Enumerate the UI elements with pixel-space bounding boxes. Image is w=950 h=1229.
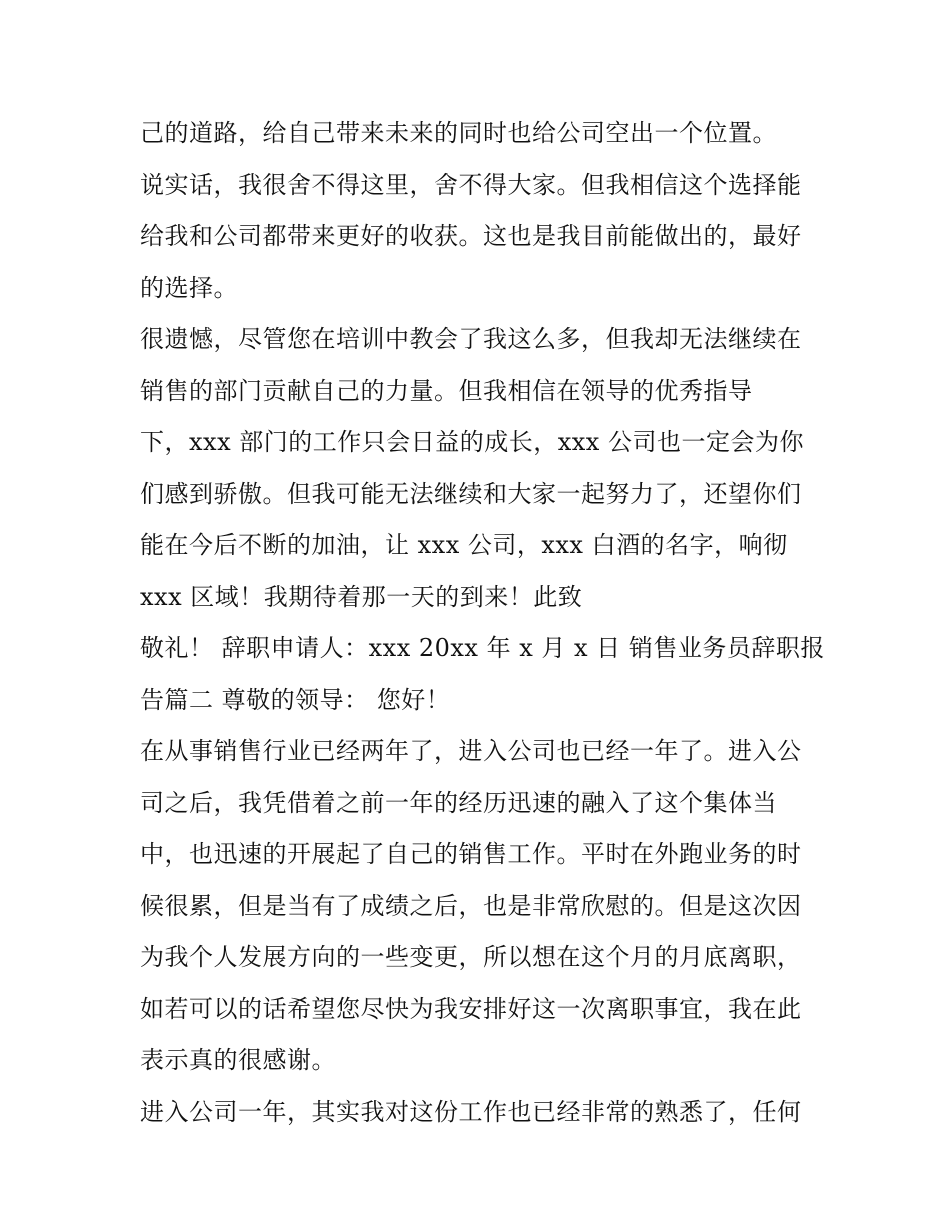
text-line: 销售的部门贡献自己的力量。但我相信在领导的优秀指导 [140,376,753,405]
text-line: 的选择。 [140,273,238,302]
text-line: 己的道路，给自己带来未来的同时也给公司空出一个位置。 [140,119,777,147]
text-line: 进入公司一年，其实我对这份工作也已经非常的熟悉了，任何 [140,1097,802,1126]
text-line: 候很累，但是当有了成绩之后，也是非常欣慰的。但是这次因 [140,891,802,920]
text-line: 很遗憾，尽管您在培训中教会了我这么多，但我却无法继续在 [140,325,802,353]
text-line: 司之后，我凭借着之前一年的经历迅速的融入了这个集体当 [140,788,777,817]
text-line: 给我和公司都带来更好的收获。这也是我目前能做出的，最好 [140,222,802,250]
text-line: 表示真的很感谢。 [140,1046,336,1074]
text-line: 们感到骄傲。但我可能无法继续和大家一起努力了，还望你们 [140,479,802,508]
text-line: 能在今后不断的加油，让 xxx 公司，xxx 白酒的名字，响彻 [140,531,788,559]
text-line: 在从事销售行业已经两年了，进入公司也已经一年了。进入公 [140,737,802,765]
document-body [140,108,825,1138]
text-line: 如若可以的话希望您尽快为我安排好这一次离职事宜，我在此 [140,994,802,1023]
text-line: xxx 区域！我期待着那一天的到来！此致 [140,582,583,611]
text-line: 敬礼！ 辞职申请人：xxx 20xx 年 x 月 x 日 销售业务员辞职报 [140,634,825,662]
text-line: 说实话，我很舍不得这里，舍不得大家。但我相信这个选择能 [140,170,802,199]
text-line: 告篇二 尊敬的领导： 您好！ [140,685,451,714]
text-line: 下，xxx 部门的工作只会日益的成长，xxx 公司也一定会为你 [140,428,804,456]
text-line: 中，也迅速的开展起了自己的销售工作。平时在外跑业务的时 [140,840,802,868]
text-line: 为我个人发展方向的一些变更，所以想在这个月的月底离职， [140,943,802,971]
